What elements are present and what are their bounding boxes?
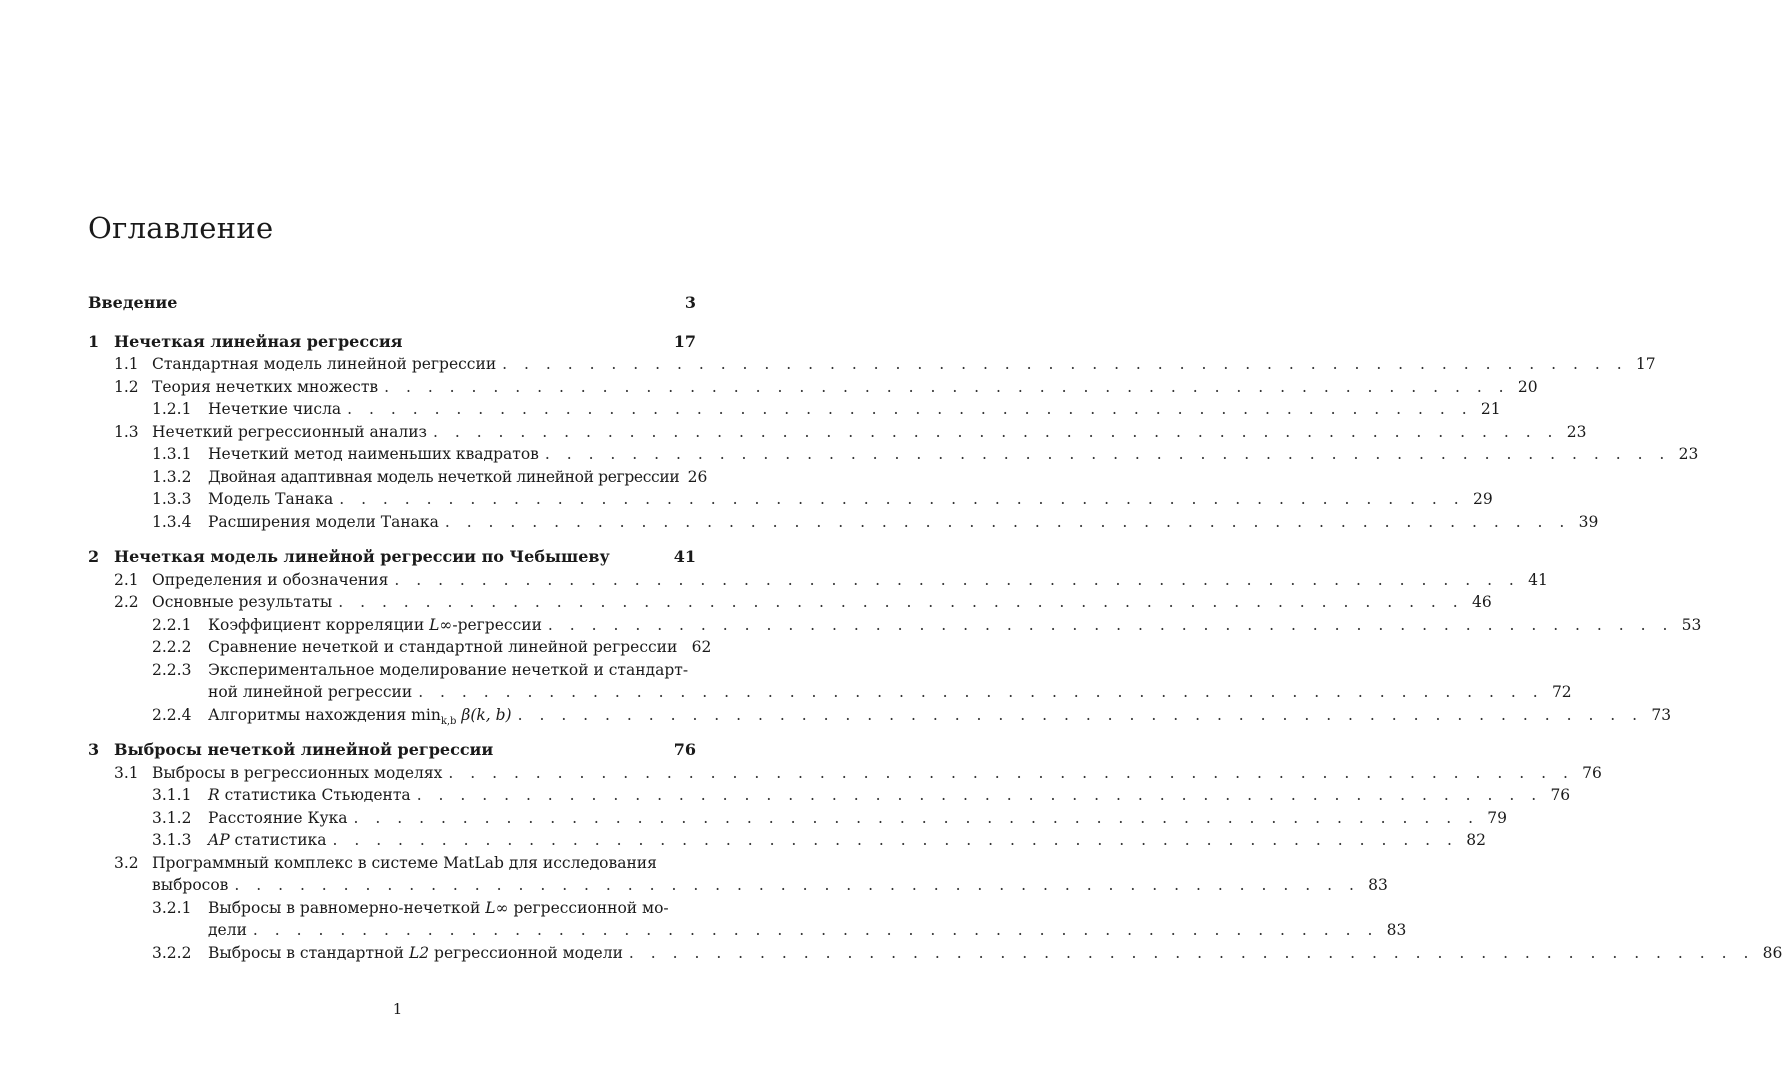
toc-section-number: 2.2.1 xyxy=(152,615,192,634)
toc-section-text: Теория нечетких множеств xyxy=(152,377,379,396)
toc-section-number: 2.2.4 xyxy=(152,705,192,724)
toc-section-text: Нечеткий регрессионный анализ xyxy=(152,422,427,441)
leader-dots: . . . . . . . . . . . . . . . . . . . . . . . . . . . . . . . . . . . . . . . . . . . . . . . . . . . . xyxy=(448,763,1574,782)
toc-section-number: 3.1 xyxy=(114,763,139,782)
toc-section-3-1[interactable] xyxy=(88,762,1602,785)
toc-section-number: 2.2.3 xyxy=(152,660,192,679)
toc-section-page: 82 xyxy=(1466,831,1486,849)
toc-section-page: 79 xyxy=(1487,808,1508,827)
leader-dots: . . . . . . . . . . . . . . . . . . . . . . . . . . . . . . . . . . . . . . . . . . . . . . . . . . . . xyxy=(433,422,1559,441)
toc-subsection-2-2-3[interactable] xyxy=(88,659,696,682)
toc-subsection-3-2-2[interactable] xyxy=(88,942,1782,965)
toc-section-text: Выбросы в стандартной L2 регрессионной модели xyxy=(208,943,623,962)
toc-chapter-text: Нечеткая модель линейной регрессии по Чебышеву xyxy=(114,547,610,566)
toc-section-page: 23 xyxy=(1678,445,1699,463)
leader-dots: . . . . . . . . . . . . . . . . . . . . . . . . . . . . . . . . . . . . . . . . . . . . . . . . . . . . xyxy=(444,512,1571,531)
toc-subsection-1-3-3[interactable] xyxy=(88,488,1493,511)
toc-chapter-page: 76 xyxy=(673,740,696,759)
leader-dots: . . . . . . . . . . . . . . . . . . . . . . . . . . . . . . . . . . . . . . . . . . . . . . . . . . . . xyxy=(394,570,1520,589)
toc-section-text: Определения и обозначения xyxy=(152,570,389,589)
toc-section-page: 23 xyxy=(1566,422,1587,441)
toc-section-number: 2.2.2 xyxy=(152,638,192,656)
toc-section-number: 3.2.2 xyxy=(152,943,192,962)
toc-section-number: 3.1.3 xyxy=(152,831,192,849)
toc-section-number: 3.2.1 xyxy=(152,898,192,917)
toc-section-text: Выбросы в равномерно-нечеткой L∞ регрессионной мо- xyxy=(208,898,669,917)
toc-section-text: R статистика Стьюдента xyxy=(208,786,411,804)
toc-entry-page: 3 xyxy=(684,293,696,312)
toc-chapter-3[interactable] xyxy=(88,739,696,762)
toc-section-text: Модель Танака xyxy=(208,490,334,508)
toc-chapter-number: 2 xyxy=(88,547,100,566)
toc-section-text: Расширения модели Танака xyxy=(208,512,439,531)
toc-chapter-1[interactable] xyxy=(88,331,696,354)
toc-section-2-1[interactable] xyxy=(88,569,1548,592)
leader-dots: . . . . . . . . . . . . . . . . . . . . . . . . . . . . . . . . . . . . . . . . . . . . . . . . . . . . xyxy=(544,445,1671,463)
toc-section-text: Двойная адаптивная модель нечеткой линейной регрессии xyxy=(208,467,680,486)
toc-section-1-3[interactable] xyxy=(88,421,1587,444)
toc-section-number: 3.1.1 xyxy=(152,786,192,804)
toc-section-page: 83 xyxy=(1368,876,1388,894)
toc-chapter-number: 1 xyxy=(88,331,100,351)
toc-section-page: 73 xyxy=(1651,705,1672,724)
toc-section-page: 53 xyxy=(1681,615,1702,634)
toc-section-number: 1.2.1 xyxy=(152,400,192,418)
math-l-infinity: L∞ xyxy=(429,615,453,634)
toc-chapter-2[interactable] xyxy=(88,546,696,569)
toc-section-number: 1.3.2 xyxy=(152,467,192,486)
math-l-infinity: L∞ xyxy=(485,898,509,917)
table-of-contents xyxy=(88,292,1782,964)
toc-section-number: 3.1.2 xyxy=(152,808,192,827)
toc-section-text: выбросов xyxy=(152,876,229,894)
math-r: R xyxy=(208,786,220,804)
toc-subsection-3-1-1[interactable] xyxy=(88,784,1571,807)
leader-dots: . . . . . . . . . . . . . . . . . . . . . . . . . . . . . . . . . . . . . . . . . . . . . . . . . . . . xyxy=(338,593,1464,611)
math-beta: β(k, b) xyxy=(456,705,512,724)
toc-section-2-2[interactable] xyxy=(88,591,1492,614)
toc-chapter-page: 17 xyxy=(673,331,696,351)
leader-dots: . . . . . . . . . . . . . . . . . . . . . . . . . . . . . . . . . . . . . . . . . . . . . . . . . . . . xyxy=(332,831,1458,849)
leader-dots: . . . . . . . . . . . . . . . . . . . . . . . . . . . . . . . . . . . . . . . . . . . . . . . . . . . . xyxy=(252,921,1379,939)
toc-section-page: 20 xyxy=(1517,377,1538,396)
toc-chapter-number: 3 xyxy=(88,740,100,759)
toc-entry-text: Введение xyxy=(88,293,178,312)
toc-chapter-text: Выбросы нечеткой линейной регрессии xyxy=(114,740,494,759)
toc-section-page: 39 xyxy=(1578,512,1599,531)
leader-dots: . . . . . . . . . . . . . . . . . . . . . . . . . . . . . . . . . . . . . . . . . . . . . . . . . . . . xyxy=(628,943,1755,962)
toc-section-3-2[interactable] xyxy=(88,852,696,875)
toc-section-page: 41 xyxy=(1528,570,1548,589)
math-l2: L2 xyxy=(408,943,430,962)
toc-section-number: 2.1 xyxy=(114,570,139,589)
toc-chapter-text: Нечеткая линейная регрессия xyxy=(114,331,403,351)
toc-subsection-1-3-4[interactable] xyxy=(88,511,1599,534)
toc-subsection-1-3-2[interactable] xyxy=(88,466,708,489)
toc-entry-intro[interactable] xyxy=(88,292,696,315)
toc-subsection-2-2-3-continued[interactable] xyxy=(88,681,1572,704)
toc-section-page: 21 xyxy=(1480,400,1501,418)
leader-dots: . . . . . . . . . . . . . . . . . . . . . . . . . . . . . . . . . . . . . . . . . . . . . . . . . . . . xyxy=(234,876,1360,894)
toc-subsection-3-1-3[interactable] xyxy=(88,829,1486,852)
page-number: 1 xyxy=(392,1000,403,1018)
toc-section-number: 2.2 xyxy=(114,593,139,611)
toc-section-text: Сравнение нечеткой и стандартной линейной регрессии xyxy=(208,638,678,656)
leader-dots: . . . . . . . . . . . . . . . . . . . . . . . . . . . . . . . . . . . . . . . . . . . . . . . . . . . . xyxy=(418,683,1544,701)
toc-section-text: Программный комплекс в системе MatLab для исследования xyxy=(152,853,657,872)
toc-section-page: 76 xyxy=(1550,786,1571,804)
toc-section-text: Стандартная модель линейной регрессии xyxy=(152,355,497,373)
toc-section-page: 76 xyxy=(1582,763,1602,782)
leader-dots: . . . . . . . . . . . . . . . . . . . . . . . . . . . . . . . . . . . . . . . . . . . . . . . . . . . . xyxy=(517,705,1644,724)
leader-dots: . . . . . . . . . . . . . . . . . . . . . . . . . . . . . . . . . . . . . . . . . . . . . . . . . . . . xyxy=(547,615,1674,634)
toc-section-number: 1.2 xyxy=(114,377,139,396)
toc-subsection-2-2-2[interactable] xyxy=(88,636,712,659)
toc-section-number: 3.2 xyxy=(114,853,139,872)
toc-section-page: 62 xyxy=(691,638,712,656)
toc-subsection-2-2-1[interactable] xyxy=(88,614,1702,637)
toc-subsection-3-2-1-continued[interactable] xyxy=(88,919,1407,942)
toc-section-number: 1.3.4 xyxy=(152,512,192,531)
toc-section-text: Расстояние Кука xyxy=(208,808,348,827)
toc-section-page: 83 xyxy=(1386,921,1407,939)
page-title: Оглавление xyxy=(88,211,274,246)
toc-subsection-1-2-1[interactable] xyxy=(88,398,1501,421)
toc-chapter-page: 41 xyxy=(673,547,696,566)
toc-section-text: Нечеткий метод наименьших квадратов xyxy=(208,445,539,463)
leader-dots: . . . . . . . . . . . . . . . . . . . . . . . . . . . . . . . . . . . . . . . . . . . . . . . . . . . . xyxy=(384,377,1510,396)
toc-section-3-2-continued[interactable] xyxy=(88,874,1388,897)
toc-section-page: 29 xyxy=(1472,490,1493,508)
toc-section-number: 1.3.1 xyxy=(152,445,192,463)
toc-section-page: 26 xyxy=(687,467,708,486)
toc-section-text: дели xyxy=(208,921,247,939)
toc-subsection-3-1-2[interactable] xyxy=(88,807,1508,830)
leader-dots: . . . . . . . . . . . . . . . . . . . . . . . . . . . . . . . . . . . . . . . . . . . . . . . . . . . . xyxy=(416,786,1543,804)
toc-section-number: 1.1 xyxy=(114,355,139,373)
toc-section-text: ной линейной регрессии xyxy=(208,683,413,701)
toc-section-page: 86 xyxy=(1762,943,1782,962)
toc-section-number: 1.3 xyxy=(114,422,139,441)
toc-section-page: 17 xyxy=(1635,355,1656,373)
toc-section-text: Алгоритмы нахождения $\min_{k,b} \beta(k$, b) xyxy=(208,705,512,727)
toc-section-number: 1.3.3 xyxy=(152,490,192,508)
math-ap: AP xyxy=(208,831,230,849)
toc-section-text: Основные результаты xyxy=(152,593,333,611)
leader-dots: . . . . . . . . . . . . . . . . . . . . . . . . . . . . . . . . . . . . . . . . . . . . . . . . . . . . xyxy=(347,400,1473,418)
leader-dots: . . . . . . . . . . . . . . . . . . . . . . . . . . . . . . . . . . . . . . . . . . . . . . . . . . . . xyxy=(353,808,1480,827)
toc-section-text: Экспериментальное моделирование нечеткой и стандарт- xyxy=(208,660,689,679)
toc-section-1-2[interactable] xyxy=(88,376,1538,399)
toc-section-text: Коэффициент корреляции L∞-регрессии xyxy=(208,615,542,634)
toc-section-text: Нечеткие числа xyxy=(208,400,342,418)
leader-dots: . . . . . . . . . . . . . . . . . . . . . . . . . . . . . . . . . . . . . . . . . . . . . . . . . . . . xyxy=(339,490,1465,508)
toc-section-text: Выбросы в регрессионных моделях xyxy=(152,763,443,782)
toc-section-page: 46 xyxy=(1471,593,1492,611)
toc-subsection-1-3-1[interactable] xyxy=(88,443,1699,466)
toc-section-1-1[interactable] xyxy=(88,353,1656,376)
toc-subsection-2-2-4[interactable] xyxy=(88,704,1672,727)
toc-section-page: 72 xyxy=(1551,683,1572,701)
leader-dots: . . . . . . . . . . . . . . . . . . . . . . . . . . . . . . . . . . . . . . . . . . . . . . . . . . . . xyxy=(502,355,1628,373)
toc-subsection-3-2-1[interactable] xyxy=(88,897,696,920)
toc-section-text: AP статистика xyxy=(208,831,327,849)
